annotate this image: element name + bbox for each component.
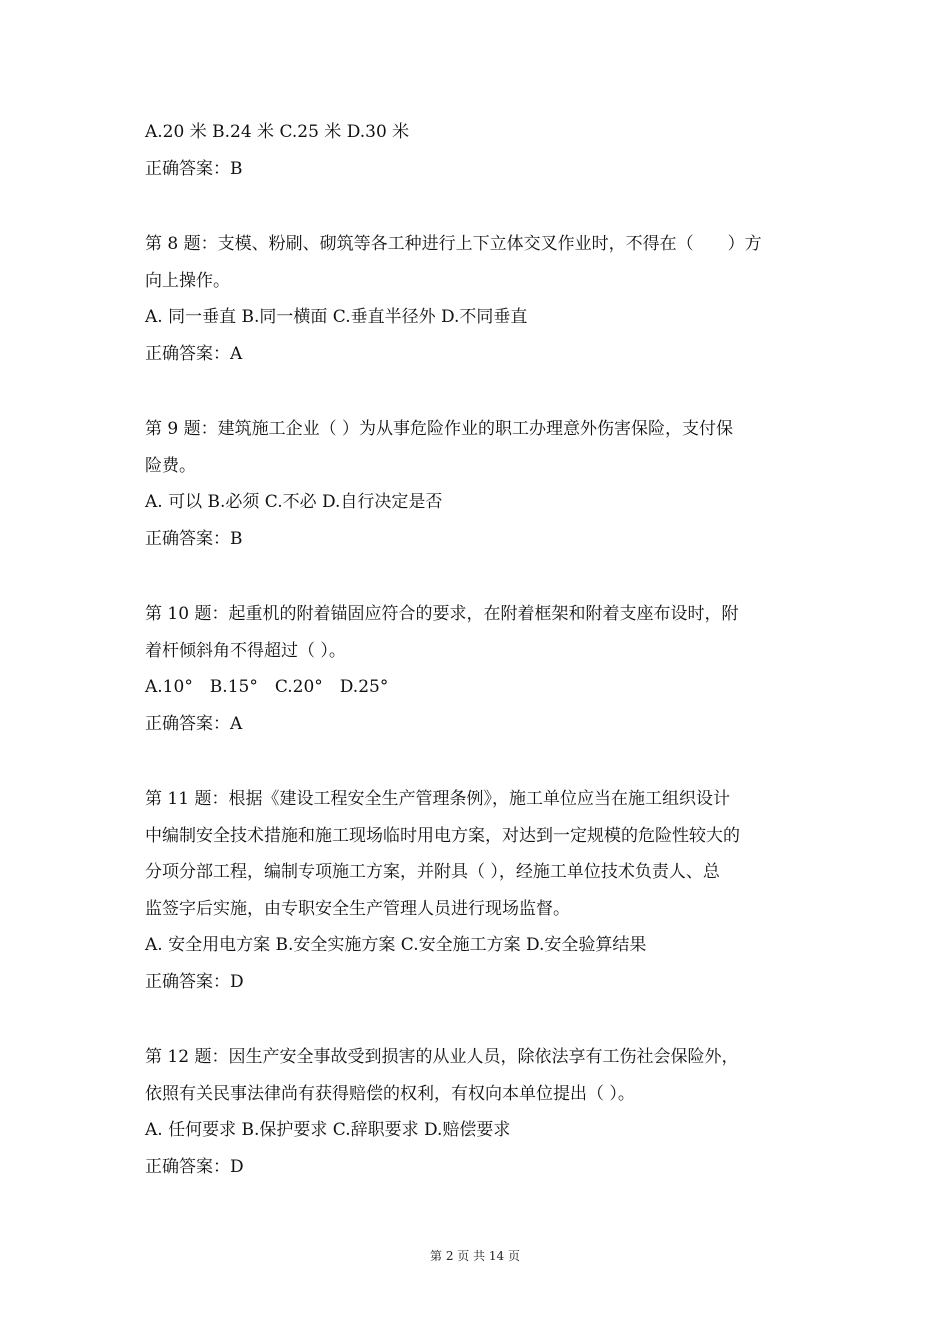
question-text: 第 8 题：支模、粉刷、砌筑等各工种进行上下立体交叉作业时，不得在（ ）方 <box>145 234 762 254</box>
question-text: 第 11 题：根据《建设工程安全生产管理条例》，施工单位应当在施工组织设计 <box>145 789 730 809</box>
answer: 正确答案：A <box>145 713 243 734</box>
options: A.10° B.15° C.20° D.25° <box>145 677 389 697</box>
options: A. 任何要求 B.保护要求 C.辞职要求 D.赔偿要求 <box>145 1120 511 1140</box>
options: A. 安全用电方案 B.安全实施方案 C.安全施工方案 D.安全验算结果 <box>145 935 647 955</box>
question-text: 中编制安全技术措施和施工现场临时用电方案，对达到一定规模的危险性较大的 <box>145 825 740 846</box>
question-text: 分项分部工程，编制专项施工方案，并附具（ ），经施工单位技术负责人、总 <box>145 862 720 882</box>
question-10 <box>145 596 810 742</box>
question-11 <box>145 781 810 1000</box>
question-text: 险费。 <box>145 455 196 476</box>
page-content <box>145 114 810 1185</box>
answer: 正确答案：B <box>145 158 243 179</box>
question-12 <box>145 1039 810 1185</box>
answer: 正确答案：D <box>145 1156 244 1177</box>
options: A. 同一垂直 B.同一横面 C.垂直半径外 D.不同垂直 <box>145 307 528 327</box>
question-text: 第 10 题：起重机的附着锚固应符合的要求，在附着框架和附着支座布设时，附 <box>145 604 739 624</box>
question-text: 着杆倾斜角不得超过（ ）。 <box>145 640 346 661</box>
answer: 正确答案：B <box>145 528 243 549</box>
answer: 正确答案：A <box>145 343 243 364</box>
question-text: 依照有关民事法律尚有获得赔偿的权利，有权向本单位提出（ ）。 <box>145 1083 635 1104</box>
question-text: 监签字后实施，由专职安全生产管理人员进行现场监督。 <box>145 898 570 919</box>
options: A.20 米 B.24 米 C.25 米 D.30 米 <box>145 122 410 142</box>
page-number-footer: 第 2 页 共 14 页 <box>430 1249 520 1263</box>
question-9 <box>145 411 810 557</box>
question-text: 第 12 题：因生产安全事故受到损害的从业人员，除依法享有工伤社会保险外， <box>145 1047 739 1067</box>
question-8 <box>145 226 810 372</box>
options: A. 可以 B.必须 C.不必 D.自行决定是否 <box>145 492 443 512</box>
answer: 正确答案：D <box>145 971 244 992</box>
question-text: 向上操作。 <box>145 270 230 291</box>
question-7-tail <box>145 114 810 187</box>
question-text: 第 9 题：建筑施工企业（ ）为从事危险作业的职工办理意外伤害保险，支付保 <box>145 419 734 439</box>
